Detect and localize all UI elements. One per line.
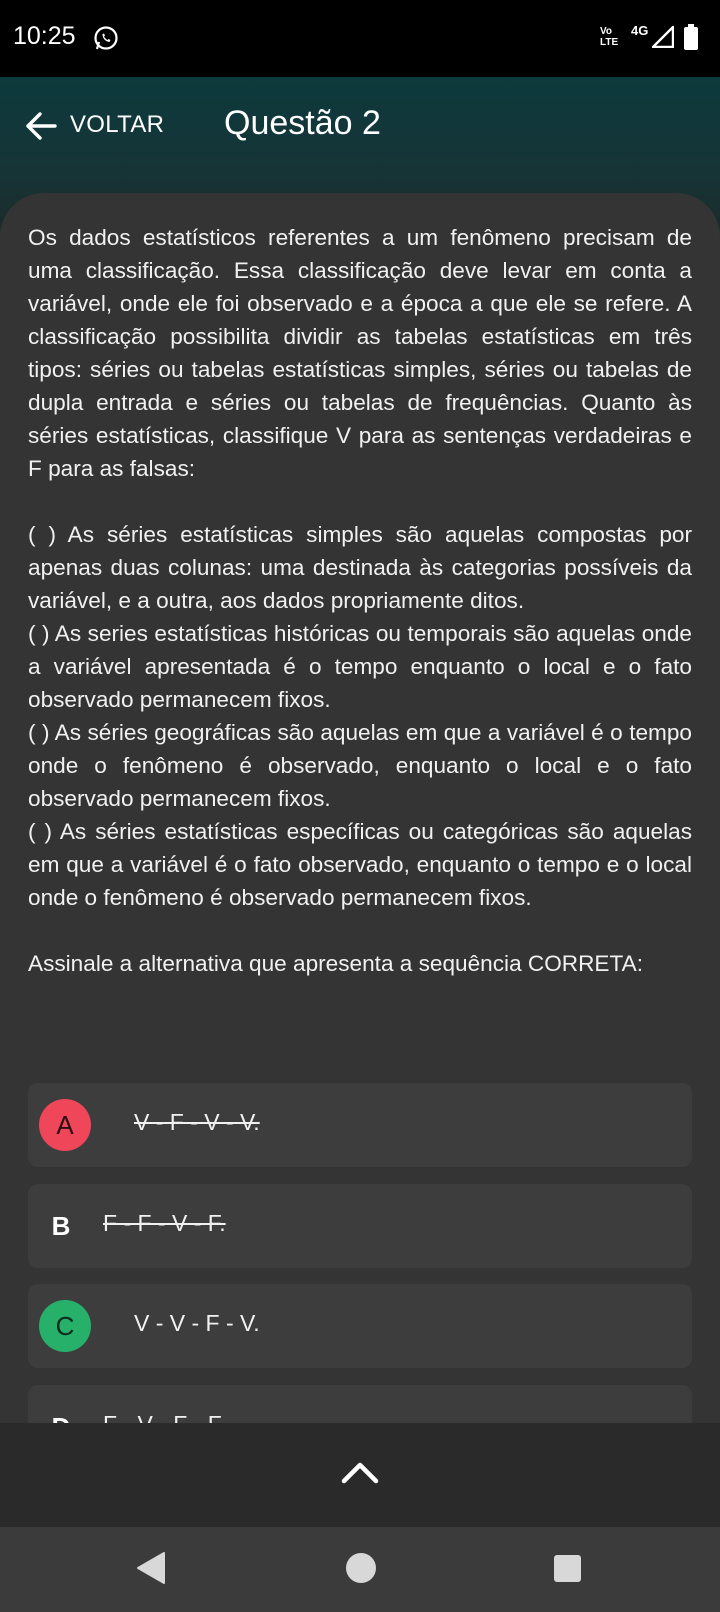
battery-icon	[684, 24, 698, 50]
option-a[interactable]	[28, 1083, 692, 1167]
option-c-badge: C	[39, 1300, 91, 1352]
option-a-badge: A	[39, 1099, 91, 1151]
nav-home-icon[interactable]	[346, 1553, 376, 1583]
bottom-sheet[interactable]	[0, 1423, 720, 1527]
status-time: 10:25	[13, 22, 76, 50]
option-b-letter: B	[51, 1211, 71, 1241]
navigation-bar	[0, 1527, 720, 1612]
option-b-text: F - F - V - F.	[103, 1210, 226, 1236]
nav-back-icon[interactable]	[135, 1551, 167, 1585]
option-c[interactable]	[28, 1284, 692, 1368]
statement-4: ( ) As séries estatísticas específicas ou categóricas são aquelas em que a variável é o fato observado, enquanto o tempo e o local onde o fenômeno é observado permanecem fixos.	[28, 819, 692, 910]
network-type: 4G	[631, 23, 649, 38]
statement-2: ( ) As series estatísticas históricas ou temporais são aquelas onde a variável apresentada é o tempo enquanto o local e o fato observado permanecem fixos.	[28, 621, 692, 712]
statement-3: ( ) As séries geográficas são aquelas em que a variável é o tempo onde o fenômeno é observado, enquanto o local e o fato observado permanecem fixos.	[28, 720, 692, 811]
question-intro: Os dados estatísticos referentes a um fenômeno precisam de uma classificação. Essa classificação deve levar em conta a variável, onde ele foi observado e a época a que ele se refere. A classificação possibilita dividir as tabelas estatísticas em três tipos: séries ou tabelas estatísticas simples, séries ou tabelas de dupla entrada e séries ou tabelas de frequências. Quanto às séries estatísticas, classifique V para as sentenças verdadeiras e F para as falsas:	[28, 225, 692, 481]
nav-recents-icon[interactable]	[554, 1555, 581, 1582]
volte-indicator	[600, 26, 618, 48]
back-arrow-icon[interactable]	[25, 111, 57, 141]
volte-line1: Vo	[600, 26, 613, 37]
question-card	[0, 193, 720, 1423]
whatsapp-icon	[93, 25, 119, 51]
statement-1: ( ) As séries estatísticas simples são aquelas compostas por apenas duas colunas: uma destinada às categorias possíveis da variável, e a outra, aos dados propriamente ditos.	[28, 522, 692, 613]
chevron-up-icon[interactable]	[340, 1458, 380, 1486]
page-title: Questão 2	[224, 104, 381, 142]
back-button[interactable]: VOLTAR	[70, 111, 165, 138]
question-prompt: Assinale a alternativa que apresenta a sequência CORRETA:	[28, 951, 643, 976]
option-a-text: V - F - V - V.	[134, 1109, 260, 1135]
option-b[interactable]	[28, 1184, 692, 1268]
volte-line2: LTE	[600, 37, 619, 48]
question-body	[28, 221, 692, 980]
status-bar	[0, 0, 720, 77]
option-c-text: V - V - F - V.	[134, 1310, 260, 1336]
signal-icon	[652, 26, 674, 48]
